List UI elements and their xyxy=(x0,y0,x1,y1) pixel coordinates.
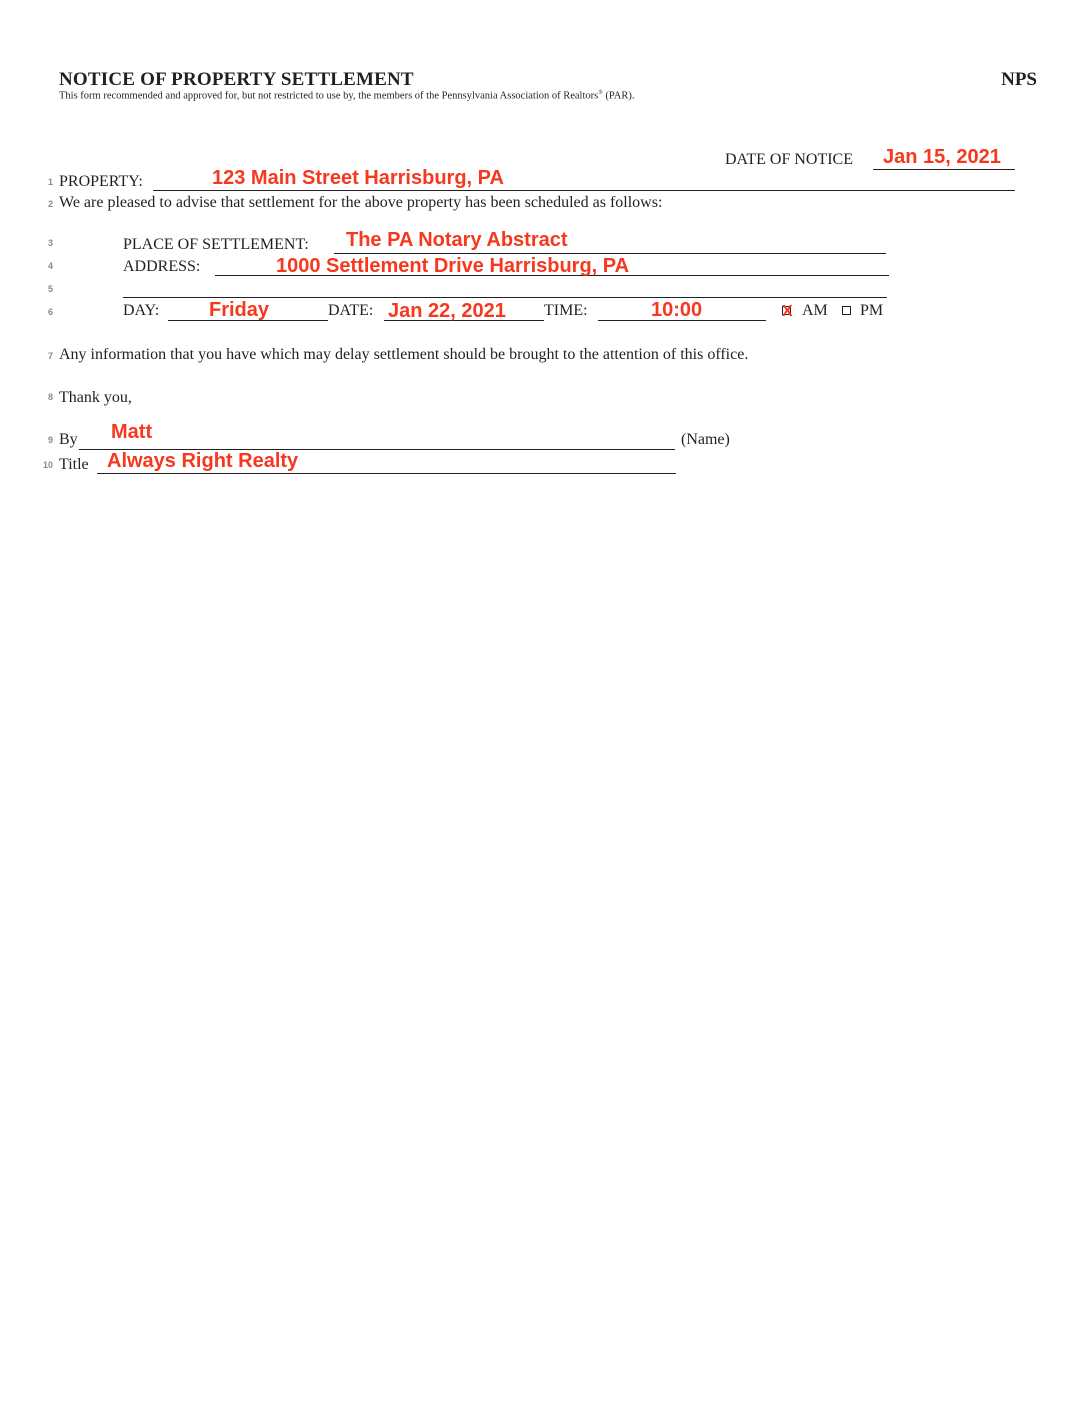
property-field[interactable]: 123 Main Street Harrisburg, PA xyxy=(212,167,504,189)
date-of-notice-label: DATE OF NOTICE xyxy=(725,151,853,168)
line-number-5: 5 xyxy=(48,284,54,294)
line-number-2: 2 xyxy=(48,199,54,209)
form-title: NOTICE OF PROPERTY SETTLEMENT xyxy=(59,69,414,90)
address-field[interactable]: 1000 Settlement Drive Harrisburg, PA xyxy=(276,255,630,277)
line-number-7: 7 xyxy=(48,351,54,361)
form-subtitle xyxy=(59,90,635,102)
line-number-8: 8 xyxy=(48,392,54,402)
registered-mark: ® xyxy=(598,90,603,96)
line-number-4: 4 xyxy=(48,261,54,271)
subtitle-end: (PAR). xyxy=(602,90,635,102)
date-of-notice-field[interactable]: Jan 15, 2021 xyxy=(883,146,1001,168)
time-field[interactable]: 10:00 xyxy=(651,299,703,321)
place-label: PLACE OF SETTLEMENT: xyxy=(123,236,309,253)
property-label: PROPERTY: xyxy=(59,173,143,190)
pm-label: PM xyxy=(860,302,884,319)
form-code: NPS xyxy=(1001,69,1037,90)
date-of-notice-line xyxy=(873,169,1015,170)
address-line-2[interactable] xyxy=(123,297,887,298)
address-label: ADDRESS: xyxy=(123,258,201,275)
am-label: AM xyxy=(802,302,828,319)
title-field[interactable]: Always Right Realty xyxy=(107,450,299,472)
subtitle-text: This form recommended and approved for, but not restricted to use by, the members of the Pennsylvania Association of Realtors xyxy=(59,90,599,102)
name-label: (Name) xyxy=(681,431,730,448)
place-field[interactable]: The PA Notary Abstract xyxy=(346,229,568,251)
line-number-10: 10 xyxy=(43,460,54,470)
line-number-3: 3 xyxy=(48,238,54,248)
title-label: Title xyxy=(59,456,89,473)
line-number-6: 6 xyxy=(48,307,54,317)
pm-checkbox[interactable] xyxy=(842,306,851,315)
place-line xyxy=(334,253,886,254)
title-line xyxy=(97,473,676,474)
intro-text: We are pleased to advise that settlement for the above property has been scheduled as follows: xyxy=(59,194,663,211)
date-label: DATE: xyxy=(328,302,374,319)
by-label: By xyxy=(59,431,78,448)
by-field[interactable]: Matt xyxy=(111,421,153,443)
thanks-text: Thank you, xyxy=(59,389,132,406)
date-field[interactable]: Jan 22, 2021 xyxy=(388,300,506,322)
am-check-mark: X xyxy=(782,303,793,320)
day-label: DAY: xyxy=(123,302,160,319)
day-field[interactable]: Friday xyxy=(209,299,270,321)
property-line xyxy=(153,190,1015,191)
info-text: Any information that you have which may delay settlement should be brought to the attention of this office. xyxy=(59,346,749,363)
line-number-9: 9 xyxy=(48,435,54,445)
time-label: TIME: xyxy=(544,302,588,319)
line-number-1: 1 xyxy=(48,177,54,187)
